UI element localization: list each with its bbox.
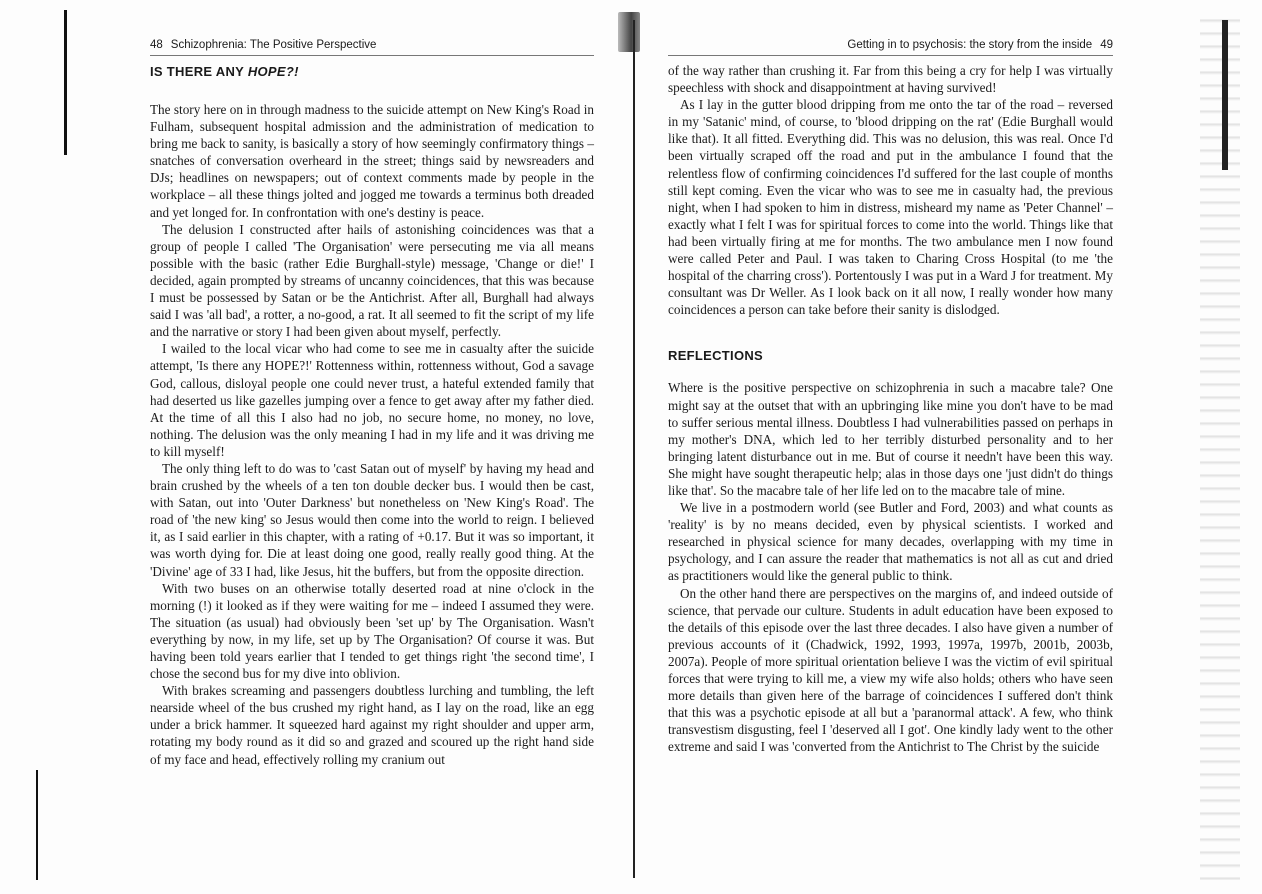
scan-edge-right-noise [1200,10,1240,880]
book-gutter [633,20,635,878]
left-page [150,30,594,768]
left-running-head [150,30,594,56]
scan-edge-right [1222,20,1228,170]
paragraph: The only thing left to do was to 'cast Satan out of myself' by having my head and brain crushed by the wheels of a ten ton double decker bus. I would then be cast, with Satan, out into 'Outer Darkness' but nonetheless on 'New King's Road'. The road of 'the new king' so Jesus would then come into the world to reign. I believed it, as I said earlier in this chapter, with a rating of +0.17. But it was so important, it was worth dying for. Die at least doing one good, really really good thing. At the 'Divine' age of 33 I had, like Jesus, hit the buffers, but from the opposite direction. [150,460,594,579]
left-body [150,101,594,768]
gutter-shadow [618,12,640,52]
paragraph: Where is the positive perspective on schizophrenia in such a macabre tale? One might say at the outset that with an upbringing like mine you don't have to be mad to suffer serious mental illness. Doubtless I had vulnerabilities passed on perhaps in my mother's DNA, which led to her terribly disturbed personality and to her bringing latent disturbance out in me. But of course it needn't have been this way. She might have sought therapeutic help; alas in those days one 'just didn't do things like that'. So the macabre tale of her life led on to the macabre tale of mine. [668,380,1113,498]
right-body-top [668,62,1113,318]
paragraph: With two buses on an otherwise totally deserted road at nine o'clock in the morning (!) it looked as if they were waiting for me – indeed I assumed they were. The situation (as usual) had obviously been 'set up' by The Organisation. Wasn't everything by now, in my life, set up by The Organisation? Of course it was. But having been told years earlier that I tended to get things right 'the second time', I chose the second bus for my dive into oblivion. [150,580,594,682]
section-heading-hope [150,64,594,79]
scan-edge-left [64,10,67,155]
left-page-number: 48 [150,39,163,51]
heading-prefix: IS THERE ANY [150,64,248,79]
paragraph: On the other hand there are perspectives on the margins of, and indeed outside of science, that pervade our culture. Students in adult education have been exposed to the details of this episode over the last three decades. I also have given a number of previous accounts of it (Chadwick, 1992, 1993, 1997a, 1997b, 2001b, 2003b, 2007a). People of more spiritual orientation believe I was the victim of evil spiritual forces that were trying to kill me, a view my wife also holds; others who have seen more details than given here of the barrage of coincidences I suffered don't think that this was a psychotic episode at all but a 'paranormal attack'. A few, who think transvestism disgusting, feel I 'deserved all I got'. One kindly lady went to the other extreme and said I was 'converted from the Antichrist to The Christ by the suicide [668,585,1113,755]
heading-emphasis: HOPE?! [247,64,299,79]
right-body-bottom [668,379,1113,755]
paragraph: The story here on in through madness to the suicide attempt on New King's Road in Fulham, subsequent hospital admission and the administration of medication to bring me back to sanity, is basically a story of how seemingly confirmatory things – snatches of conversation overheard in the street; things said by newsreaders and DJs; headlines on newspapers; out of context comments made by people in the workplace – all these things jolted and jogged me towards a terminus both dreaded and yet longed for. In confrontation with one's destiny is peace. [150,102,594,220]
paragraph: With brakes screaming and passengers doubtless lurching and tumbling, the left nearside wheel of the bus crushed my right hand, as I lay on the road, like an egg under a brick hammer. It squeezed hard against my right shoulder and upper arm, rotating my body round as it did so and grazed and scoured up the right hand side of my face and head, effectively rolling my cranium out [150,683,594,767]
paragraph: I wailed to the local vicar who had come to see me in casualty after the suicide attempt, 'Is there any HOPE?!' Rottenness within, rottenness without, God a savage God, callous, disloyal people one could never trust, a hateful extended family that had deserted us like gazelles jumping over a fence to get away after my father died. At the time of all this I also had no job, no secure home, no money, no love, nothing. The delusion was the only meaning I had in my life and it was driving me to kill myself! [150,341,594,459]
paragraph: As I lay in the gutter blood dripping from me onto the tar of the road – reversed in my 'Satanic' mind, of course, to 'blood dripping on the rat' (Edie Burghall would like that). It all fitted. Everything did. This was no delusion, this was real. Once I'd been virtually scraped off the road and put in the ambulance I found that the relentless flow of confirming coincidences I'd suffered for the last couple of months still kept coming. Even the vicar who was to see me in casualty had, the previous night, when I had spoken to him in distress, misheard my name as 'Peter Channel' – exactly what I felt I was for spiritual forces to come into the world. Things like that had been virtually firing at me for months. The two ambulance men I now found were called Peter and Paul. I was taken to Charing Cross Hospital (to me 'the hospital of the charring cross'). Portentously I was put in a Ward J for treatment. My consultant was Dr Weller. As I look back on it all now, I really wonder how many coincidences a person can take before their sanity is dislodged. [668,97,1113,318]
right-running-head-title: Getting in to psychosis: the story from the inside [847,39,1093,51]
right-page [668,30,1113,755]
paragraph: We live in a postmodern world (see Butler and Ford, 2003) and what counts as 'reality' is by no means decided, even by physical scientists. I worked and researched in physical science for many decades, overlapping with my time in psychology, and I can assure the reader that mathematics is not all as cut and dried as practitioners would like the general public to think. [668,500,1113,584]
left-running-head-title: Schizophrenia: The Positive Perspective [170,39,377,51]
right-running-head [668,30,1113,56]
paragraph: of the way rather than crushing it. Far from this being a cry for help I was virtually speechless with shock and disappointment at having survived! [668,63,1113,96]
scan-edge-left-lower [36,770,38,880]
section-heading-reflections: REFLECTIONS [668,348,764,364]
right-page-number: 49 [1100,39,1113,51]
paragraph: The delusion I constructed after hails of astonishing coincidences was that a group of people I called 'The Organisation' were persecuting me via all means possible with the basic (rather Edie Burghall-style) message, 'Change or die!' I decided, again prompted by streams of uncanny coincidences, that this was because I must be possessed by Satan or be the Antichrist. After all, Burghall had always said I was 'all bad', a rotter, a no-good, a rat. It all seemed to fit the script of my life and the narrative or story I had been given about myself, perfectly. [150,221,594,340]
